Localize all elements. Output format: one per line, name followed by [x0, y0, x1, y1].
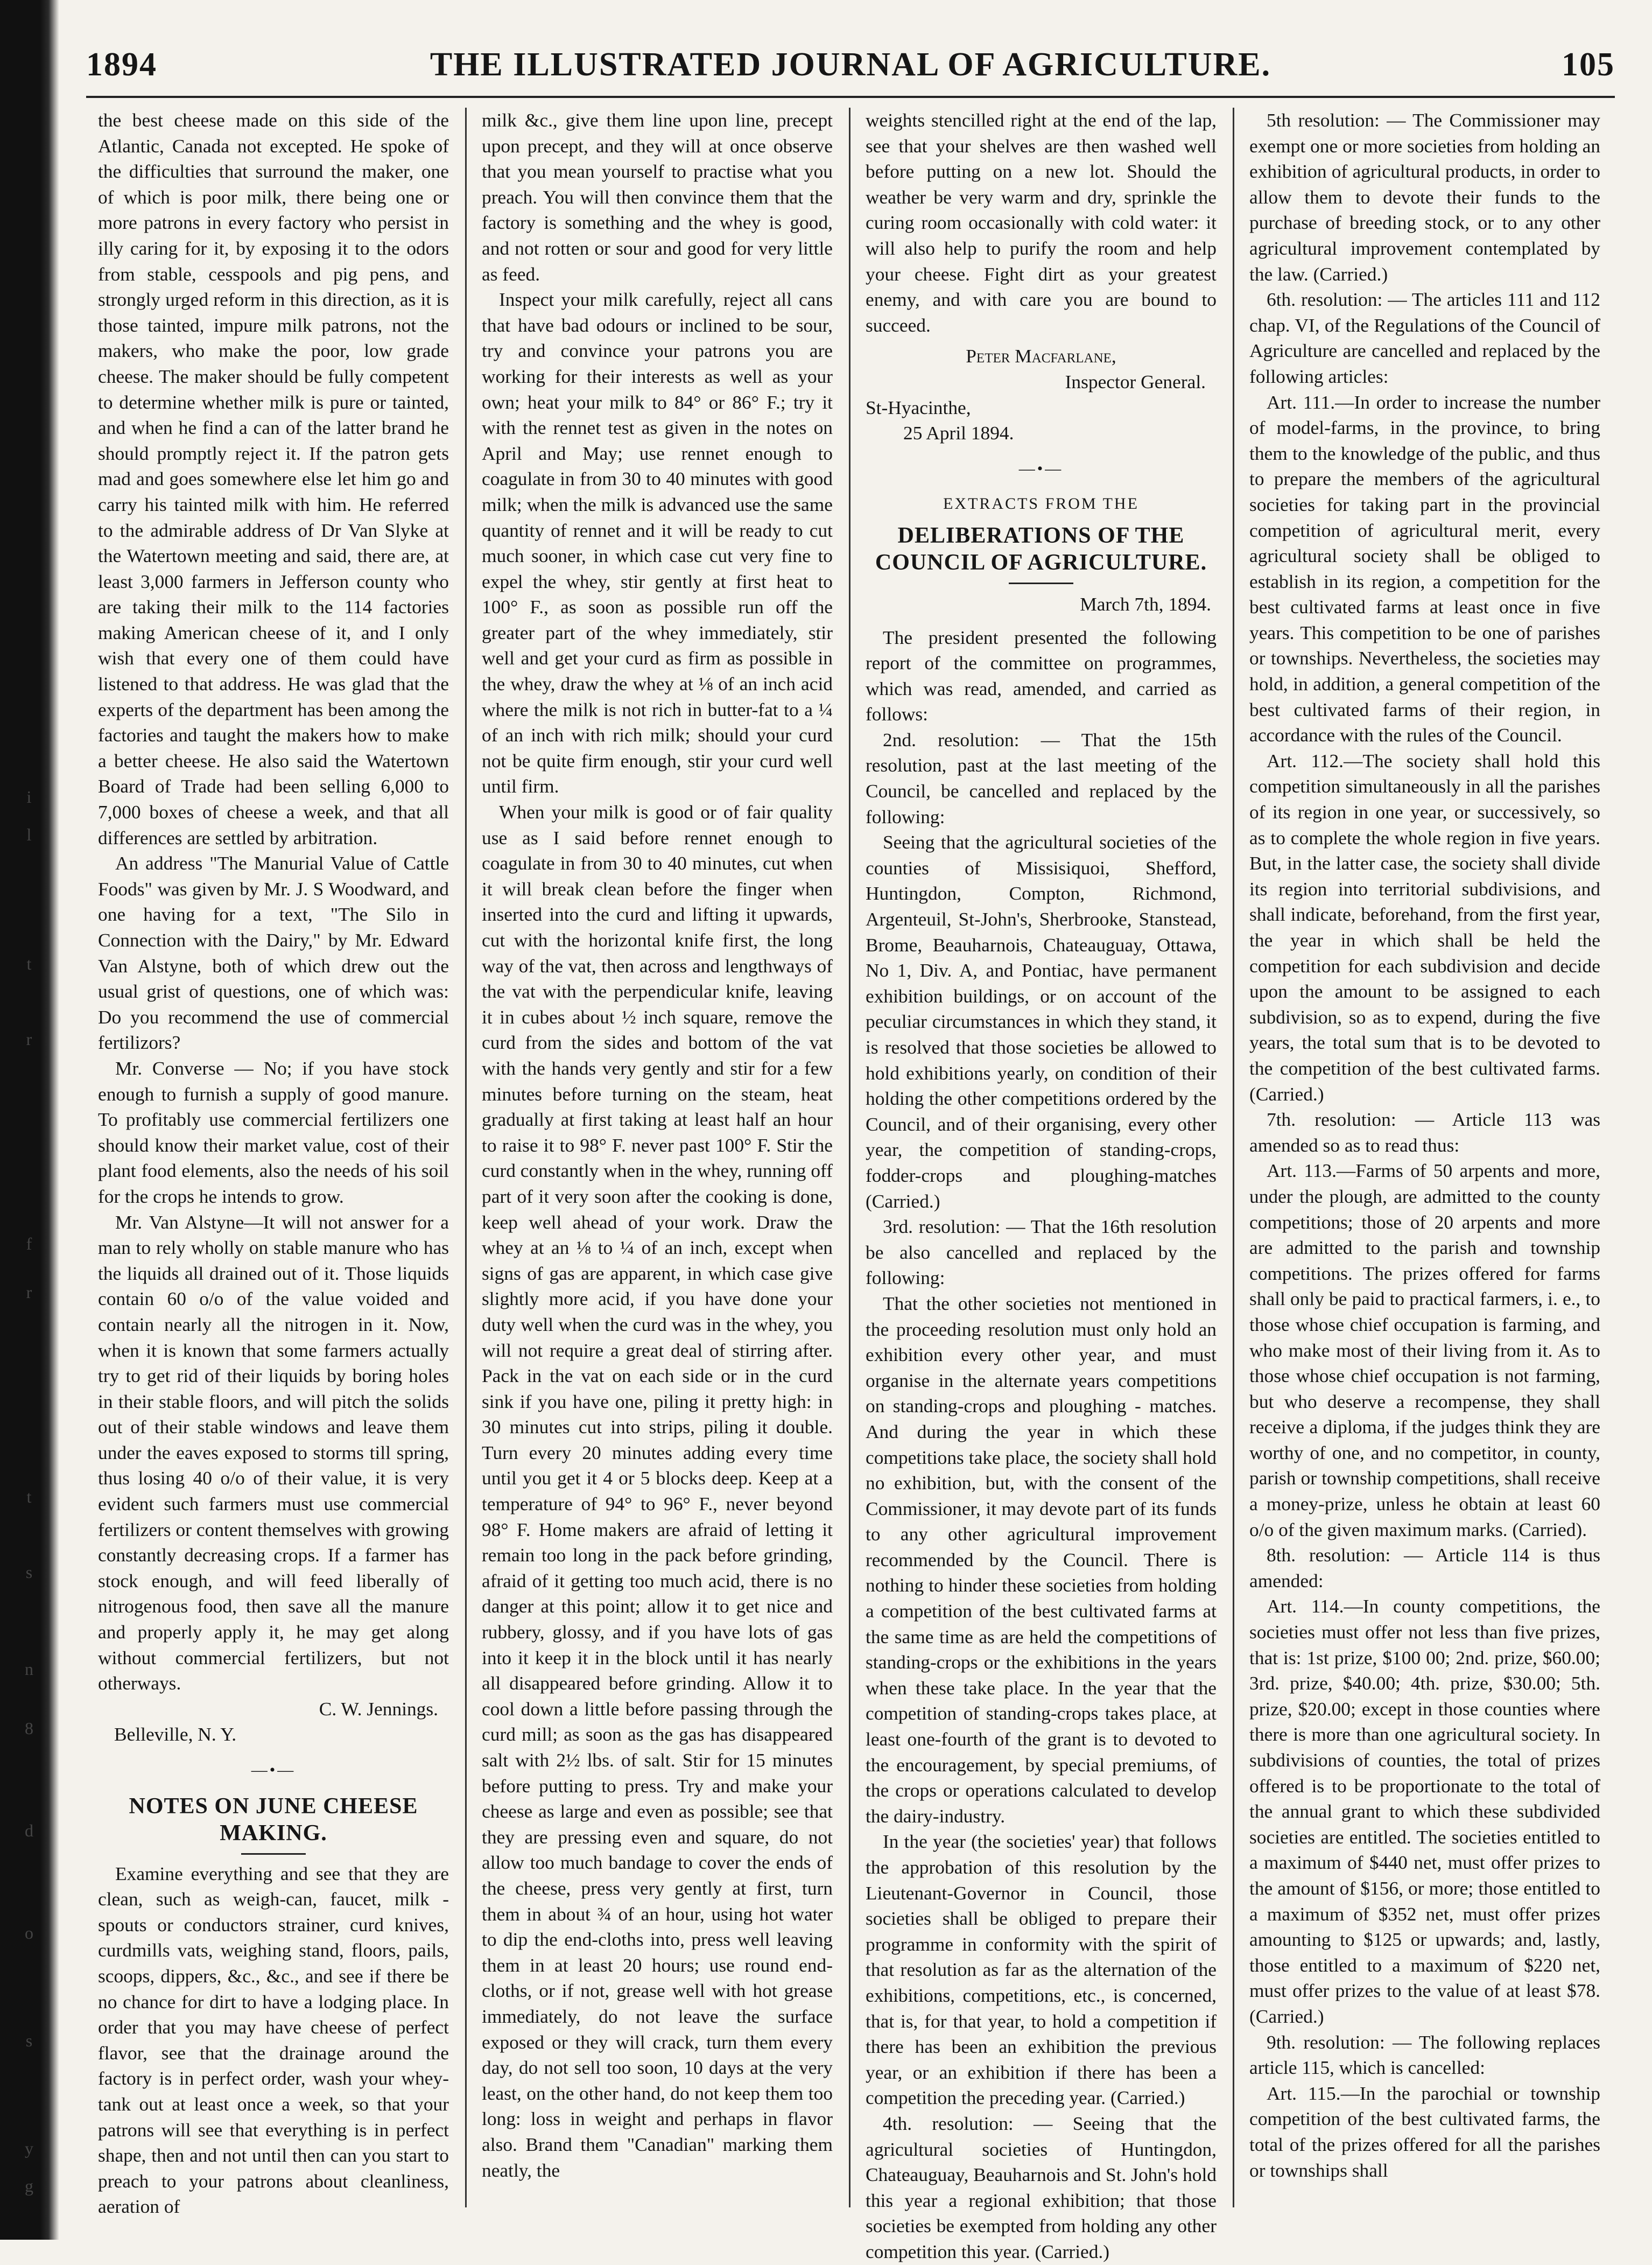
article-paragraph: 3rd. resolution: — That the 16th resolution be also cancelled and replaced by the following: — [866, 1216, 1217, 1289]
header-rule — [86, 96, 1615, 98]
column-4 — [1249, 108, 1600, 2207]
article-paragraph: 6th. resolution: — The articles 111 and 112 chap. VI, of the Regulations of the Council of Agriculture are cancelled and replaced by the following articles: — [1249, 289, 1600, 387]
page-number: 105 — [1562, 46, 1615, 83]
article-paragraph: Mr. Van Alstyne—It will not answer for a man to rely wholly on stable manure who has the liquids all drained out of it. Those liquids contain 60 o/o of the value voided and contain nearly all the nitrogen in it. Now, when it is known that some farmers actually try to get rid of their liquids by boring holes in their stable floors, and will pitch the solids out of their stable windows and leave them under the eaves exposed to storms till spring, thus losing 40 o/o of their value, it is very evident such farmers must use commercial fertilizers or content themselves with growing constantly decreasing crops. If a farmer has stock enough, and will feed liberally of nitrogenous food, then save all the manure and properly apply it, he may get along without commercial fertilizers, but not otherways. — [98, 1211, 449, 1694]
article-paragraph: Art. 115.—In the parochial or township competition of the best cultivated farms, the total of the prizes offered for all the parishes or townships shall — [1249, 2082, 1600, 2181]
author-place: Belleville, N. Y. — [114, 1723, 237, 1745]
article-paragraph: Art. 112.—The society shall hold this competition simultaneously in all the parishes of its region in one year, or successively, so as to complete the whole region in five years. But, in the latter case, the society shall divide its region into territorial subdivisions, and shall indicate, beforehand, from the first year, the year in which shall be held the competition for each subdivision and decide upon the amount to be assigned to each subdivision, so as to expend, during the five years, the total sum that is to be devoted to the competition of the best cultivated farms. (Carried.) — [1249, 749, 1600, 1105]
margin-letter: y — [25, 2138, 33, 2158]
article-paragraph: 9th. resolution: — The following replaces article 115, which is cancelled: — [1249, 2031, 1600, 2079]
margin-letter: 8 — [25, 1719, 33, 1738]
article-paragraph: An address "The Manurial Value of Cattle Foods" was given by Mr. J. S Woodward, and one having for a text, "The Silo in Connection with the Dairy," by Mr. Edward Van Alstyne, both of which drew out the usual grist of questions, one of which was: Do you recommend the use of commercial fertilizors? — [98, 852, 449, 1054]
article-paragraph: Mr. Converse — No; if you have stock enough to furnish a supply of good manure. To profitably use commercial fertilizers one should know their market value, cost of their plant food elements, also the needs of his soil for the crops he intends to grow. — [98, 1057, 449, 1207]
column-divider — [465, 108, 467, 2207]
title-rule — [241, 1853, 306, 1855]
article-paragraph: Examine everything and see that they are clean, such as weigh-can, faucet, milk - spouts or conductors strainer, curd knives, curdmills vats, weighing stand, floors, pails, scoops, dippers, &c., &c., and see if there be no chance for dirt to have a lodging place. In order that you may have cheese of perfect flavor, see that the drainage around the factory is in perfect order, wash your whey-tank out at least once a week, so that your patrons will see that everything is in perfect shape, then and not until then can you start to preach to your patrons about cleanliness, aeration of — [98, 1862, 449, 2218]
extracts-label: EXTRACTS FROM THE — [943, 495, 1139, 513]
margin-letter: g — [25, 2176, 33, 2196]
section-ornament: —•— — [1018, 459, 1064, 478]
author-signature: C. W. Jennings. — [319, 1698, 438, 1720]
margin-fragments — [13, 0, 67, 2240]
letter-date: 25 April 1894. — [903, 422, 1014, 444]
column-divider — [1233, 108, 1234, 2207]
article-paragraph: 5th resolution: — The Commissioner may exempt one or more societies from holding an exhibition of agricultural products, in order to allow them to devote their funds to the purchase of breeding stock, or to any other agricultural improvement contemplated by the law. (Carried.) — [1249, 109, 1600, 285]
margin-letter: r — [26, 1029, 32, 1049]
margin-letter: t — [26, 954, 32, 973]
column-3 — [866, 108, 1217, 2262]
header-year: 1894 — [86, 46, 157, 83]
margin-letter: t — [26, 1487, 32, 1506]
margin-letter: s — [25, 1562, 33, 1582]
masthead — [86, 46, 1615, 97]
margin-letter: f — [26, 1234, 32, 1253]
margin-letter: l — [26, 825, 32, 844]
article-paragraph: 4th. resolution: — Seeing that the agricultural societies of Huntingdon, Chateauguay, Beauharnois and St. John's hold this year a regional exhibition; that those societies be exempted from holding any other competition this year. (Carried.) — [866, 2112, 1217, 2262]
letter-place: St-Hyacinthe, — [866, 396, 971, 418]
section-title: NOTES ON JUNE CHEESE MAKING. — [129, 1793, 418, 1846]
column-2 — [482, 108, 833, 2207]
article-paragraph: In the year (the societies' year) that follows the approbation of this resolution by the Lieutenant-Governor in Council, those societies shall be obliged to prepare their programme in conformity with the spirit of that resolution as far as the alternation of the exhibitions, competitions, etc., is concerned, that is, for that year, to hold a competition if there has been an exhibition the previous year, or an exhibition if there has been a competition the preceding year. (Carried.) — [866, 1831, 1217, 2109]
article-paragraph: milk &c., give them line upon line, precept upon precept, and they will at once observe that you mean yourself to practise what you preach. You will then convince them that the factory is something and the whey is good, and not rotten or sour and good for very little as feed. — [482, 109, 833, 285]
margin-letter: r — [26, 1282, 32, 1302]
journal-title: THE ILLUSTRATED JOURNAL OF AGRICULTURE. — [430, 46, 1271, 83]
article-paragraph: 8th. resolution: — Article 114 is thus amended: — [1249, 1544, 1600, 1591]
article-paragraph: That the other societies not mentioned in the proceeding resolution must only hold an exhibition every other year, and must organise in the alternate years competitions on standing-crops and ploughing - matches. And during the year in which these competitions take place, the society shall hold no exhibition, but, with the consent of the Commissioner, it may devote part of its funds to any other agricultural improvement recommended by the Council. There is nothing to hinder these societies from holding a competition of the best cultivated farms at the same time as are held the competitions of standing-crops or the exhibitions in the years when these take place. In the year that the competition of standing-crops takes place, at least one-fourth of the grant is to devoted to the encouragement, by special premiums, of the crops or operations calculated to develop the dairy-industry. — [866, 1292, 1217, 1827]
article-paragraph: Art. 113.—Farms of 50 arpents and more, under the plough, are admitted to the county competitions; those of 20 arpents and more are admitted to the parish and township competitions. The prizes offered for farms shall only be paid to practical farmers, i. e., to those whose chief occupation is farming, and who make most of their living from it. As to those whose chief occupation is not farming, but who deserve a recompense, they shall receive a diploma, if the judges think they are worthy of one, and no competitor, in county, parish or township competitions, shall receive a money-prize, unless he obtain at least 60 o/o of the given maximum marks. (Carried). — [1249, 1160, 1600, 1540]
margin-letter: s — [25, 2031, 33, 2050]
article-paragraph: weights stencilled right at the end of the lap, see that your shelves are then washed well before putting on a new lot. Should the weather be very warm and dry, sprinkle the curing room occasionally with cold water: it will also help to purify the room and help your cheese. Fight dirt as your greatest enemy, and with care you are bound to succeed. — [866, 109, 1217, 336]
margin-letter: d — [25, 1821, 33, 1840]
article-paragraph: The president presented the following report of the committee on programmes, which was read, amended, and carried as follows: — [866, 626, 1217, 725]
article-paragraph: Art. 111.—In order to increase the number of model-farms, in the province, to bring them to the knowledge of the public, and thus to prepare the members of the agricultural societies for taking part in the provincial competition of agricultural merit, every agricultural society shall be obliged to establish in its region, a competition for the best cultivated farms at least once in five years. This competition to be one of parishes or townships. Nevertheless, the societies may hold, in addition, a general competition of the best cultivated farms of their region, in accordance with the rules of the Council. — [1249, 391, 1600, 746]
inspector-title: Inspector General. — [1065, 370, 1206, 392]
meeting-date: March 7th, 1894. — [1080, 593, 1211, 615]
article-paragraph: 7th. resolution: — Article 113 was amended so as to read thus: — [1249, 1109, 1600, 1156]
article-paragraph: When your milk is good or of fair quality use as I said before rennet enough to coagulate in from 30 to 40 minutes, cut when it will break clean before the finger when inserted into the curd and lifting it upwards, cut with the horizontal knife first, the long way of the vat, then across and lengthways of the vat with the perpendicular knife, leaving it in cubes about ½ inch square, remove the curd from the sides and bottom of the vat with the hands very gently and stir for a few minutes before turning on the steam, heat gradually at first taking at least half an hour to raise it to 98° F. never past 100° F. Stir the curd constantly when in the whey, running off part of it very soon after the cooking is done, keep well ahead of your work. Draw the whey at an ⅛ to ¼ of an inch, except when signs of gas are apparent, in which case give slightly more acid, if you have done your duty well when the curd was in the whey, you will not require a great deal of stirring after. Pack in the vat on each side or in the curd sink if you have one, piling it pretty high: in 30 minutes cut into strips, piling it double. Turn every 20 minutes adding every time until you get it 4 or 5 blocks deep. Keep at a temperature of 94° to 96° F., never beyond 98° F. Home makers are afraid of letting it remain too long in the pack before grinding, afraid of it getting too much acid, there is no danger at this point; allow it to get nice and rubbery, glossy, and if you have lots of gas into it keep it in the block until it has nearly all disappeared before grinding. Allow it to cool down a little before passing through the curd mill; as soon as the gas has disappeared salt with 2½ lbs. of salt. Stir for 15 minutes before putting to press. Try and make your cheese as large and even as possible; see that they are pressing even and square, do not allow too much bandage to cover the ends of the cheese, press very gently at first, turn them in about ¾ of an hour, using hot water to dip the end-cloths into, press well leaving them in at least 20 hours; use round end-cloths, or if not, grease well with hot grease immediately, do not leave the surface exposed or they will crack, turn them every day, do not sell too soon, 10 days at the very least, on the other hand, do not keep them too long: loss in weight and perhaps in flavor also. Brand them "Canadian" marking them neatly, the — [482, 801, 833, 2181]
margin-letter: i — [26, 787, 32, 807]
margin-letter: n — [25, 1659, 33, 1679]
article-paragraph: Inspect your milk carefully, reject all cans that have bad odours or inclined to be sour, try and convince your patrons you are working for their interests as well as your own; heat your milk to 84° or 86° F.; try it with the rennet test as given in the notes on April and May; use rennet enough to coagulate in from 30 to 40 minutes with good milk; when the milk is advanced use the same quantity of rennet and it will be ready to cut much sooner, in which case cut very fine to expel the whey, stir gently at first heat to 100° F., as soon as possible run off the greater part of the whey immediately, stir well and get your curd as firm as possible in the whey, draw the whey at ⅛ of an inch acid where the milk is not rich in butter-fat to a ¼ of an inch with rich milk; should your curd not be quite firm enough, stir your curd well until firm. — [482, 289, 833, 797]
article-paragraph: Seeing that the agricultural societies of the counties of Missisiquoi, Shefford, Huntingdon, Compton, Richmond, Argenteuil, St-John's, Sherbrooke, Stanstead, Brome, Beauharnois, Chateauguay, Ottawa, No 1, Div. A, and Pontiac, have permanent exhibition buildings, or on account of the peculiar circumstances in which they stand, it is resolved that those societies be allowed to hold exhibitions yearly, on condition of their holding the other competitions ordered by the Council, and of their organising, every other year, the competition of standing-crops, fodder-crops and ploughing-matches (Carried.) — [866, 831, 1217, 1212]
column-1 — [98, 108, 449, 2218]
column-divider — [849, 108, 850, 2207]
inspector-name: Peter Macfarlane, — [966, 345, 1116, 367]
article-paragraph: Art. 114.—In county competitions, the societies must offer not less than five prizes, that is: 1st prize, $100 00; 2nd. prize, $60.00; 3rd. prize, $40.00; 4th. prize, $30.00; 5th. prize, $20.00; except in those counties where there is more than one agricultural society. In subdivisions of counties, the total of prizes offered is to be proportionate to the total of the annual grant to which these subdivided societies are entitled. The societies entitled to a maximum of $440 net, must offer prizes to the amount of $156, or more; those entitled to a maximum of $352 net, must offer prizes amounting to $125 or upwards; and, lastly, those entitled to a maximum of $220 net, must offer prizes to the value of at least $78. (Carried.) — [1249, 1595, 1600, 2027]
title-rule — [1009, 583, 1073, 584]
article-paragraph: 2nd. resolution: — That the 15th resolution, past at the last meeting of the Council, be cancelled and replaced by the following: — [866, 728, 1217, 828]
section-ornament: —•— — [251, 1761, 296, 1779]
article-paragraph: the best cheese made on this side of the Atlantic, Canada not excepted. He spoke of the difficulties that surround the maker, one of which is poor milk, there being one or more patrons in every factory who persist in illy caring for it, by exposing it to the odors from stable, cesspools and pig pens, and strongly urged reform in this direction, as it is those tainted, impure milk patrons, not the makers, who make the poor, low grade cheese. The maker should be fully competent to determine whether milk is pure or tainted, and when he find a can of the latter brand he should promptly reject it. If the patron gets mad and goes somewhere else let him go and carry his tainted milk with him. He referred to the admirable address of Dr Van Slyke at the Watertown meeting and said, there are, at least 3,000 farmers in Jefferson county who are taking their milk to the 114 factories making American cheese of it, and I only wish that every one of them could have listened to that address. He was glad that the experts of the department has been among the factories and taught the makers how to make a better cheese. He also said the Watertown Board of Trade had been selling 6,000 to 7,000 boxes of cheese a week, and that all differences are settled by arbitration. — [98, 109, 449, 849]
section-title: DELIBERATIONS OF THE COUNCIL OF AGRICULTURE. — [875, 523, 1207, 575]
margin-letter: o — [25, 1923, 33, 1943]
